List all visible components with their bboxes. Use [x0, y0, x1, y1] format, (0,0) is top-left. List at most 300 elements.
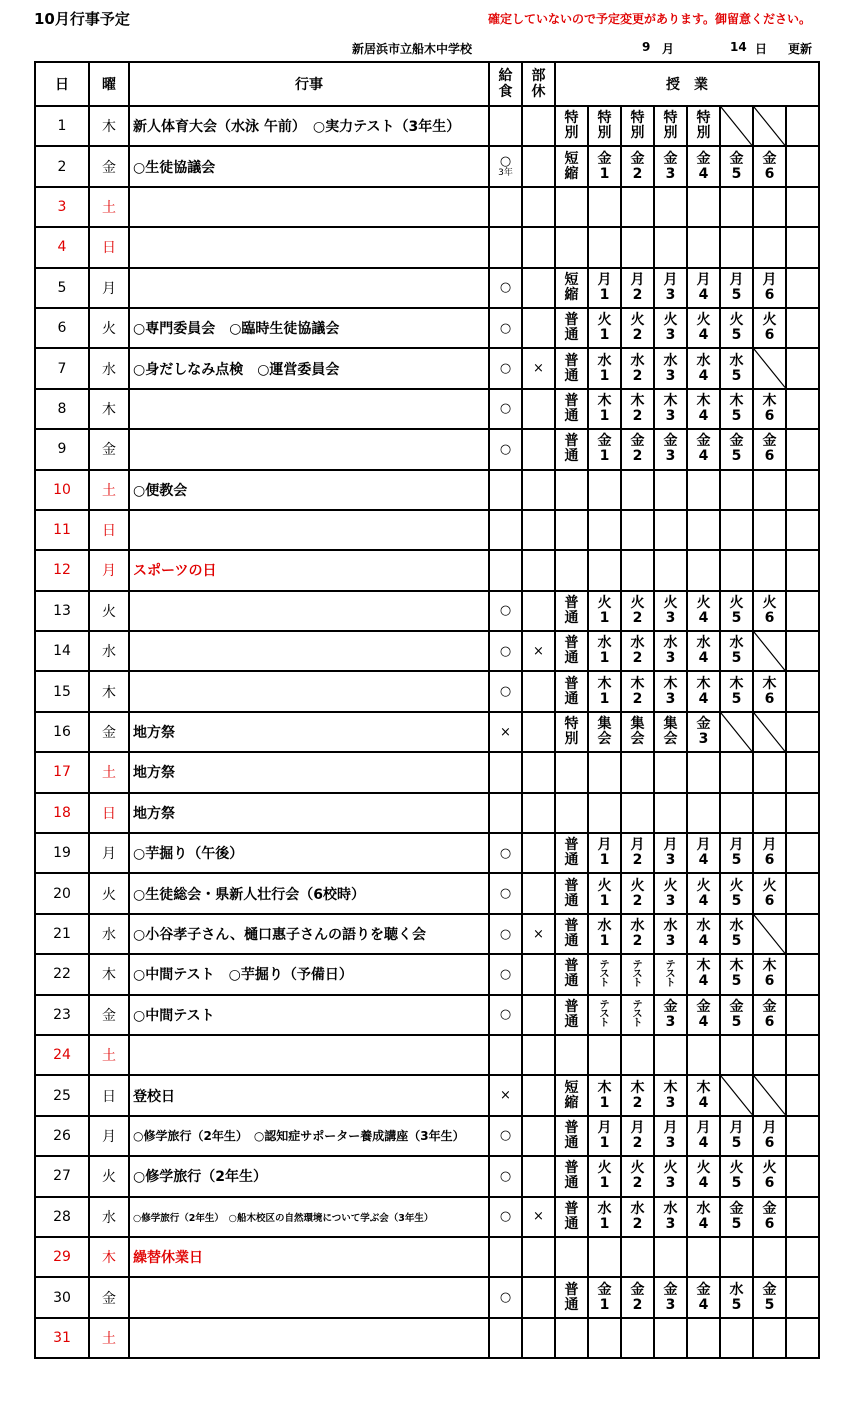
- class-slot: [687, 793, 720, 833]
- day-number: 25: [35, 1075, 89, 1115]
- class-slot: [654, 914, 687, 954]
- class-slot-label: 月 2: [630, 271, 645, 303]
- table-row: [35, 793, 819, 833]
- event-cell: ○専門委員会 ○臨時生徒協議会: [129, 308, 489, 348]
- class-slot: [753, 550, 786, 590]
- class-slot-label: 水 2: [630, 1200, 645, 1232]
- weekday: 木: [89, 106, 129, 146]
- class-slot-label: 火 6: [762, 594, 777, 626]
- club-off-cell: [522, 1318, 555, 1358]
- event-cell: [129, 1277, 489, 1317]
- class-slot-label: 水 1: [597, 918, 612, 949]
- class-slot: [555, 1116, 588, 1156]
- class-slot-label: 普 通: [564, 1200, 579, 1232]
- class-slot: [654, 510, 687, 550]
- table-row: [35, 1277, 819, 1317]
- weekday: 火: [89, 1156, 129, 1196]
- weekday: 木: [89, 389, 129, 429]
- lunch-cell: [489, 712, 522, 752]
- class-slot: [687, 227, 720, 267]
- table-row: [35, 1116, 819, 1156]
- weekday: 金: [89, 1277, 129, 1317]
- class-slot-label: 普 通: [564, 958, 579, 990]
- class-slot: [753, 793, 786, 833]
- event-cell: ○中間テスト ○芋掘り（予備日）: [129, 954, 489, 994]
- class-slot: [588, 308, 621, 348]
- class-slot: [588, 268, 621, 308]
- class-slot: [687, 1197, 720, 1237]
- class-slot-label: 木 4: [696, 958, 711, 990]
- class-slot-label: 水 1: [597, 635, 612, 667]
- class-slot-label: 水 1: [597, 1200, 612, 1232]
- class-slot: [720, 752, 753, 792]
- club-off-cell: [522, 146, 555, 186]
- class-slot-label: 月 3: [663, 271, 678, 303]
- class-slot: [687, 187, 720, 227]
- weekday: 月: [89, 833, 129, 873]
- class-slot: [753, 833, 786, 873]
- table-row: [35, 1197, 819, 1237]
- class-slot: [555, 510, 588, 550]
- class-slot-label: 月 4: [696, 1119, 711, 1151]
- class-slot-label: 金 6: [762, 998, 777, 1030]
- class-slot-label: 火 3: [663, 594, 678, 626]
- class-slot-label: 普 通: [564, 998, 579, 1030]
- class-slot-label: 金 4: [696, 1281, 711, 1313]
- class-slot: [621, 712, 654, 752]
- class-slot: [786, 752, 819, 792]
- class-slot-label: 木 6: [762, 675, 777, 707]
- class-slot: [687, 470, 720, 510]
- day-number: 1: [35, 106, 89, 146]
- class-slot-label: 短 縮: [564, 150, 579, 182]
- class-slot-label: 火 3: [663, 1160, 678, 1192]
- class-slot: [687, 510, 720, 550]
- event-cell: ○身だしなみ点検 ○運営委員会: [129, 348, 489, 388]
- class-slot-label: 水 3: [663, 918, 678, 949]
- day-number: 9: [35, 429, 89, 469]
- lunch-cell: [489, 1197, 522, 1237]
- class-slot-none: [753, 106, 786, 146]
- day-number: 21: [35, 914, 89, 954]
- class-slot-label: 火 2: [630, 1160, 645, 1192]
- class-slot: [621, 389, 654, 429]
- day-number: 4: [35, 227, 89, 267]
- class-slot: [786, 470, 819, 510]
- class-slot-label: 金 3: [663, 150, 678, 182]
- weekday: 水: [89, 1197, 129, 1237]
- table-row: [35, 1318, 819, 1358]
- weekday: 水: [89, 348, 129, 388]
- club-off-cell: [522, 106, 555, 146]
- event-cell: 地方祭: [129, 712, 489, 752]
- event-cell: [129, 631, 489, 671]
- class-slot: [720, 470, 753, 510]
- class-slot-label: 火 2: [630, 594, 645, 626]
- class-slot: [588, 106, 621, 146]
- class-slot-label: 月 6: [762, 837, 777, 869]
- event-cell: [129, 187, 489, 227]
- class-slot: [687, 631, 720, 671]
- schedule-table: [34, 61, 820, 1359]
- class-slot: [786, 1277, 819, 1317]
- class-slot-label: 木 1: [597, 1079, 612, 1111]
- lunch-cell: [489, 389, 522, 429]
- class-slot-label: 金 2: [630, 433, 645, 465]
- club-off-cell: [522, 954, 555, 994]
- class-slot: [621, 470, 654, 510]
- class-slot: [753, 671, 786, 711]
- class-slot: [687, 146, 720, 186]
- class-slot-label: 木 5: [729, 675, 744, 707]
- class-slot: [753, 1035, 786, 1075]
- class-slot: [654, 1075, 687, 1115]
- class-slot-label: 金 2: [630, 1281, 645, 1313]
- class-slot-label: 金 1: [597, 1281, 612, 1313]
- club-off-cell: [522, 187, 555, 227]
- lunch-mark: ○: [499, 401, 512, 417]
- day-number: 5: [35, 268, 89, 308]
- table-row: [35, 1075, 819, 1115]
- class-slot: [786, 1075, 819, 1115]
- event-cell: ○修学旅行（2年生） ○船木校区の自然環境について学ぶ会（3年生）: [129, 1197, 489, 1237]
- class-slot-label: 普 通: [564, 433, 579, 465]
- class-slot-label: 月 2: [630, 1119, 645, 1151]
- class-slot: [588, 1075, 621, 1115]
- day-number: 17: [35, 752, 89, 792]
- weekday: 月: [89, 1116, 129, 1156]
- class-slot-label: 集 会: [630, 716, 645, 748]
- class-slot: [687, 712, 720, 752]
- class-slot: [753, 268, 786, 308]
- club-off-cell: [522, 1156, 555, 1196]
- class-slot: [621, 591, 654, 631]
- class-slot: [753, 1156, 786, 1196]
- class-slot: [621, 1197, 654, 1237]
- club-off-cell: [522, 308, 555, 348]
- class-slot: [753, 1116, 786, 1156]
- class-slot-label: 金 5: [762, 1281, 777, 1313]
- class-slot: [753, 308, 786, 348]
- class-slot-label: 普 通: [564, 352, 579, 384]
- class-slot-label: 水 4: [696, 918, 711, 949]
- club-off-cell: ×: [522, 914, 555, 954]
- class-slot: [720, 268, 753, 308]
- class-slot-label: 月 1: [597, 271, 612, 303]
- class-slot: [687, 429, 720, 469]
- weekday: 月: [89, 550, 129, 590]
- class-slot: [588, 510, 621, 550]
- class-slot-label: テ ス ト: [632, 1000, 643, 1030]
- class-slot: [588, 429, 621, 469]
- school-name: 新居浜市立船木中学校: [352, 42, 473, 56]
- class-slot: [687, 671, 720, 711]
- class-slot-label: テ ス ト: [632, 959, 643, 989]
- class-slot-label: 月 5: [729, 271, 744, 303]
- weekday: 木: [89, 671, 129, 711]
- class-slot: [588, 1116, 621, 1156]
- class-slot: [621, 671, 654, 711]
- lunch-cell: [489, 510, 522, 550]
- class-slot-label: 火 1: [597, 594, 612, 626]
- club-off-cell: [522, 1237, 555, 1277]
- lunch-cell: [489, 1116, 522, 1156]
- class-slot: [687, 1156, 720, 1196]
- table-row: [35, 389, 819, 429]
- club-off-cell: [522, 793, 555, 833]
- event-cell: 登校日: [129, 1075, 489, 1115]
- event-cell: ○修学旅行（2年生）: [129, 1156, 489, 1196]
- class-slot-label: 水 2: [630, 635, 645, 667]
- event-cell: [129, 671, 489, 711]
- day-number: 20: [35, 873, 89, 913]
- weekday: 日: [89, 1075, 129, 1115]
- class-slot-label: 金 4: [696, 998, 711, 1030]
- class-slot: [720, 1237, 753, 1277]
- class-slot-label: 特 別: [597, 110, 612, 142]
- weekday: 土: [89, 1035, 129, 1075]
- table-row: [35, 873, 819, 913]
- class-slot: [687, 914, 720, 954]
- update-day: 14: [730, 40, 747, 54]
- class-slot-label: 水 4: [696, 1200, 711, 1232]
- class-slot-label: テ ス ト: [599, 959, 610, 989]
- class-slot: [621, 793, 654, 833]
- class-slot-label: 普 通: [564, 594, 579, 626]
- diagonal-slash-icon: [754, 1076, 785, 1114]
- class-slot-label: 木 1: [597, 392, 612, 424]
- diagonal-slash-icon: [754, 713, 785, 751]
- col-day: 日: [35, 62, 89, 106]
- class-slot: [555, 833, 588, 873]
- club-off-cell: [522, 510, 555, 550]
- class-slot-label: 木 6: [762, 958, 777, 990]
- lunch-cell: [489, 1035, 522, 1075]
- class-slot: [687, 1075, 720, 1115]
- day-number: 24: [35, 1035, 89, 1075]
- class-slot: [720, 1277, 753, 1317]
- class-slot: [654, 268, 687, 308]
- class-slot: [786, 1237, 819, 1277]
- class-slot: [555, 308, 588, 348]
- class-slot: [687, 308, 720, 348]
- table-row: [35, 146, 819, 186]
- club-off-cell: ×: [522, 631, 555, 671]
- event-cell: [129, 510, 489, 550]
- class-slot-label: 水 3: [663, 1200, 678, 1232]
- class-slot-label: 金 1: [597, 150, 612, 182]
- class-slot: [555, 429, 588, 469]
- class-slot: [654, 146, 687, 186]
- club-off-cell: ×: [522, 348, 555, 388]
- class-slot: [720, 873, 753, 913]
- class-slot: [720, 793, 753, 833]
- class-slot: [687, 873, 720, 913]
- class-slot: [687, 954, 720, 994]
- class-slot-label: 月 1: [597, 837, 612, 869]
- event-cell: [129, 591, 489, 631]
- diagonal-slash-icon: [721, 713, 752, 751]
- weekday: 木: [89, 954, 129, 994]
- class-slot-label: 月 6: [762, 271, 777, 303]
- event-cell: [129, 389, 489, 429]
- class-slot: [654, 671, 687, 711]
- table-row: [35, 470, 819, 510]
- class-slot: [720, 510, 753, 550]
- class-slot: [720, 914, 753, 954]
- lunch-cell: [489, 1318, 522, 1358]
- class-slot-label: 水 2: [630, 918, 645, 949]
- class-slot: [786, 348, 819, 388]
- class-slot-label: 普 通: [564, 312, 579, 344]
- class-slot: [720, 1116, 753, 1156]
- lunch-cell: [489, 348, 522, 388]
- class-slot: [621, 550, 654, 590]
- class-slot: [786, 1035, 819, 1075]
- class-slot: [654, 1277, 687, 1317]
- weekday: 月: [89, 268, 129, 308]
- diagonal-slash-icon: [754, 915, 785, 953]
- club-off-cell: [522, 470, 555, 510]
- update-month: 9: [642, 40, 651, 54]
- lunch-cell: [489, 954, 522, 994]
- day-number: 16: [35, 712, 89, 752]
- class-slot: [621, 995, 654, 1035]
- class-slot: [720, 146, 753, 186]
- class-slot: [621, 1237, 654, 1277]
- weekday: 木: [89, 1237, 129, 1277]
- day-number: 27: [35, 1156, 89, 1196]
- class-slot-label: 水 5: [729, 352, 744, 384]
- class-slot: [555, 1075, 588, 1115]
- lunch-mark: ○: [499, 154, 512, 170]
- weekday: 日: [89, 510, 129, 550]
- event-cell: [129, 268, 489, 308]
- class-slot: [555, 1197, 588, 1237]
- lunch-cell: [489, 671, 522, 711]
- table-row: [35, 954, 819, 994]
- class-slot: [786, 106, 819, 146]
- class-slot-label: 木 1: [597, 675, 612, 707]
- event-cell: ○便教会: [129, 470, 489, 510]
- day-number: 11: [35, 510, 89, 550]
- class-slot: [687, 389, 720, 429]
- class-slot: [753, 510, 786, 550]
- class-slot: [753, 995, 786, 1035]
- class-slot-label: 水 4: [696, 352, 711, 384]
- table-row: [35, 914, 819, 954]
- class-slot: [621, 106, 654, 146]
- club-off-cell: [522, 752, 555, 792]
- lunch-mark: ○: [499, 1128, 512, 1144]
- weekday: 金: [89, 429, 129, 469]
- club-off-cell: [522, 389, 555, 429]
- class-slot: [786, 1156, 819, 1196]
- lunch-mark: ○: [499, 926, 512, 942]
- class-slot-label: 水 5: [729, 918, 744, 949]
- lunch-note: 3年: [498, 168, 513, 179]
- lunch-cell: [489, 429, 522, 469]
- weekday: 火: [89, 308, 129, 348]
- class-slot-label: 金 5: [729, 1200, 744, 1232]
- class-slot: [720, 1156, 753, 1196]
- class-slot: [555, 752, 588, 792]
- class-slot: [588, 470, 621, 510]
- event-cell: 新人体育大会（水泳 午前） ○実力テスト（3年生）: [129, 106, 489, 146]
- class-slot: [588, 671, 621, 711]
- day-number: 19: [35, 833, 89, 873]
- class-slot-label: 月 5: [729, 1119, 744, 1151]
- club-off-cell: [522, 591, 555, 631]
- lunch-mark: ○: [499, 643, 512, 659]
- weekday: 日: [89, 227, 129, 267]
- class-slot-label: 火 6: [762, 312, 777, 344]
- lunch-cell: [489, 1237, 522, 1277]
- lunch-cell: [489, 227, 522, 267]
- class-slot-label: 普 通: [564, 877, 579, 909]
- update-label: 更新: [788, 42, 813, 56]
- class-slot: [588, 752, 621, 792]
- page-title: 10月行事予定: [34, 10, 130, 28]
- event-cell: ○芋掘り（午後）: [129, 833, 489, 873]
- weekday: 火: [89, 591, 129, 631]
- diagonal-slash-icon: [754, 107, 785, 145]
- class-slot: [753, 954, 786, 994]
- class-slot-label: 水 3: [663, 352, 678, 384]
- class-slot-label: 金 6: [762, 150, 777, 182]
- class-slot: [621, 954, 654, 994]
- class-slot: [786, 873, 819, 913]
- lunch-mark: ○: [499, 320, 512, 336]
- class-slot: [621, 348, 654, 388]
- lunch-cell: [489, 914, 522, 954]
- class-slot: [588, 348, 621, 388]
- club-off-cell: [522, 550, 555, 590]
- table-row: [35, 752, 819, 792]
- class-slot-label: 金 4: [696, 433, 711, 465]
- day-number: 10: [35, 470, 89, 510]
- class-slot: [621, 752, 654, 792]
- class-slot: [654, 591, 687, 631]
- lunch-mark: ○: [499, 361, 512, 377]
- club-off-cell: [522, 268, 555, 308]
- class-slot-label: 月 4: [696, 837, 711, 869]
- club-off-cell: [522, 671, 555, 711]
- class-slot-label: 月 3: [663, 837, 678, 869]
- table-row: [35, 429, 819, 469]
- class-slot: [621, 227, 654, 267]
- class-slot: [786, 631, 819, 671]
- class-slot: [753, 873, 786, 913]
- weekday: 金: [89, 995, 129, 1035]
- class-slot: [687, 995, 720, 1035]
- class-slot: [654, 187, 687, 227]
- class-slot: [555, 389, 588, 429]
- class-slot: [753, 429, 786, 469]
- lunch-mark: ○: [499, 684, 512, 700]
- class-slot: [687, 591, 720, 631]
- class-slot: [786, 954, 819, 994]
- class-slot-label: 火 3: [663, 312, 678, 344]
- class-slot-label: 木 2: [630, 392, 645, 424]
- class-slot: [588, 227, 621, 267]
- class-slot: [654, 1237, 687, 1277]
- class-slot: [654, 429, 687, 469]
- table-row: [35, 591, 819, 631]
- class-slot-label: 普 通: [564, 918, 579, 949]
- class-slot: [753, 187, 786, 227]
- class-slot: [588, 793, 621, 833]
